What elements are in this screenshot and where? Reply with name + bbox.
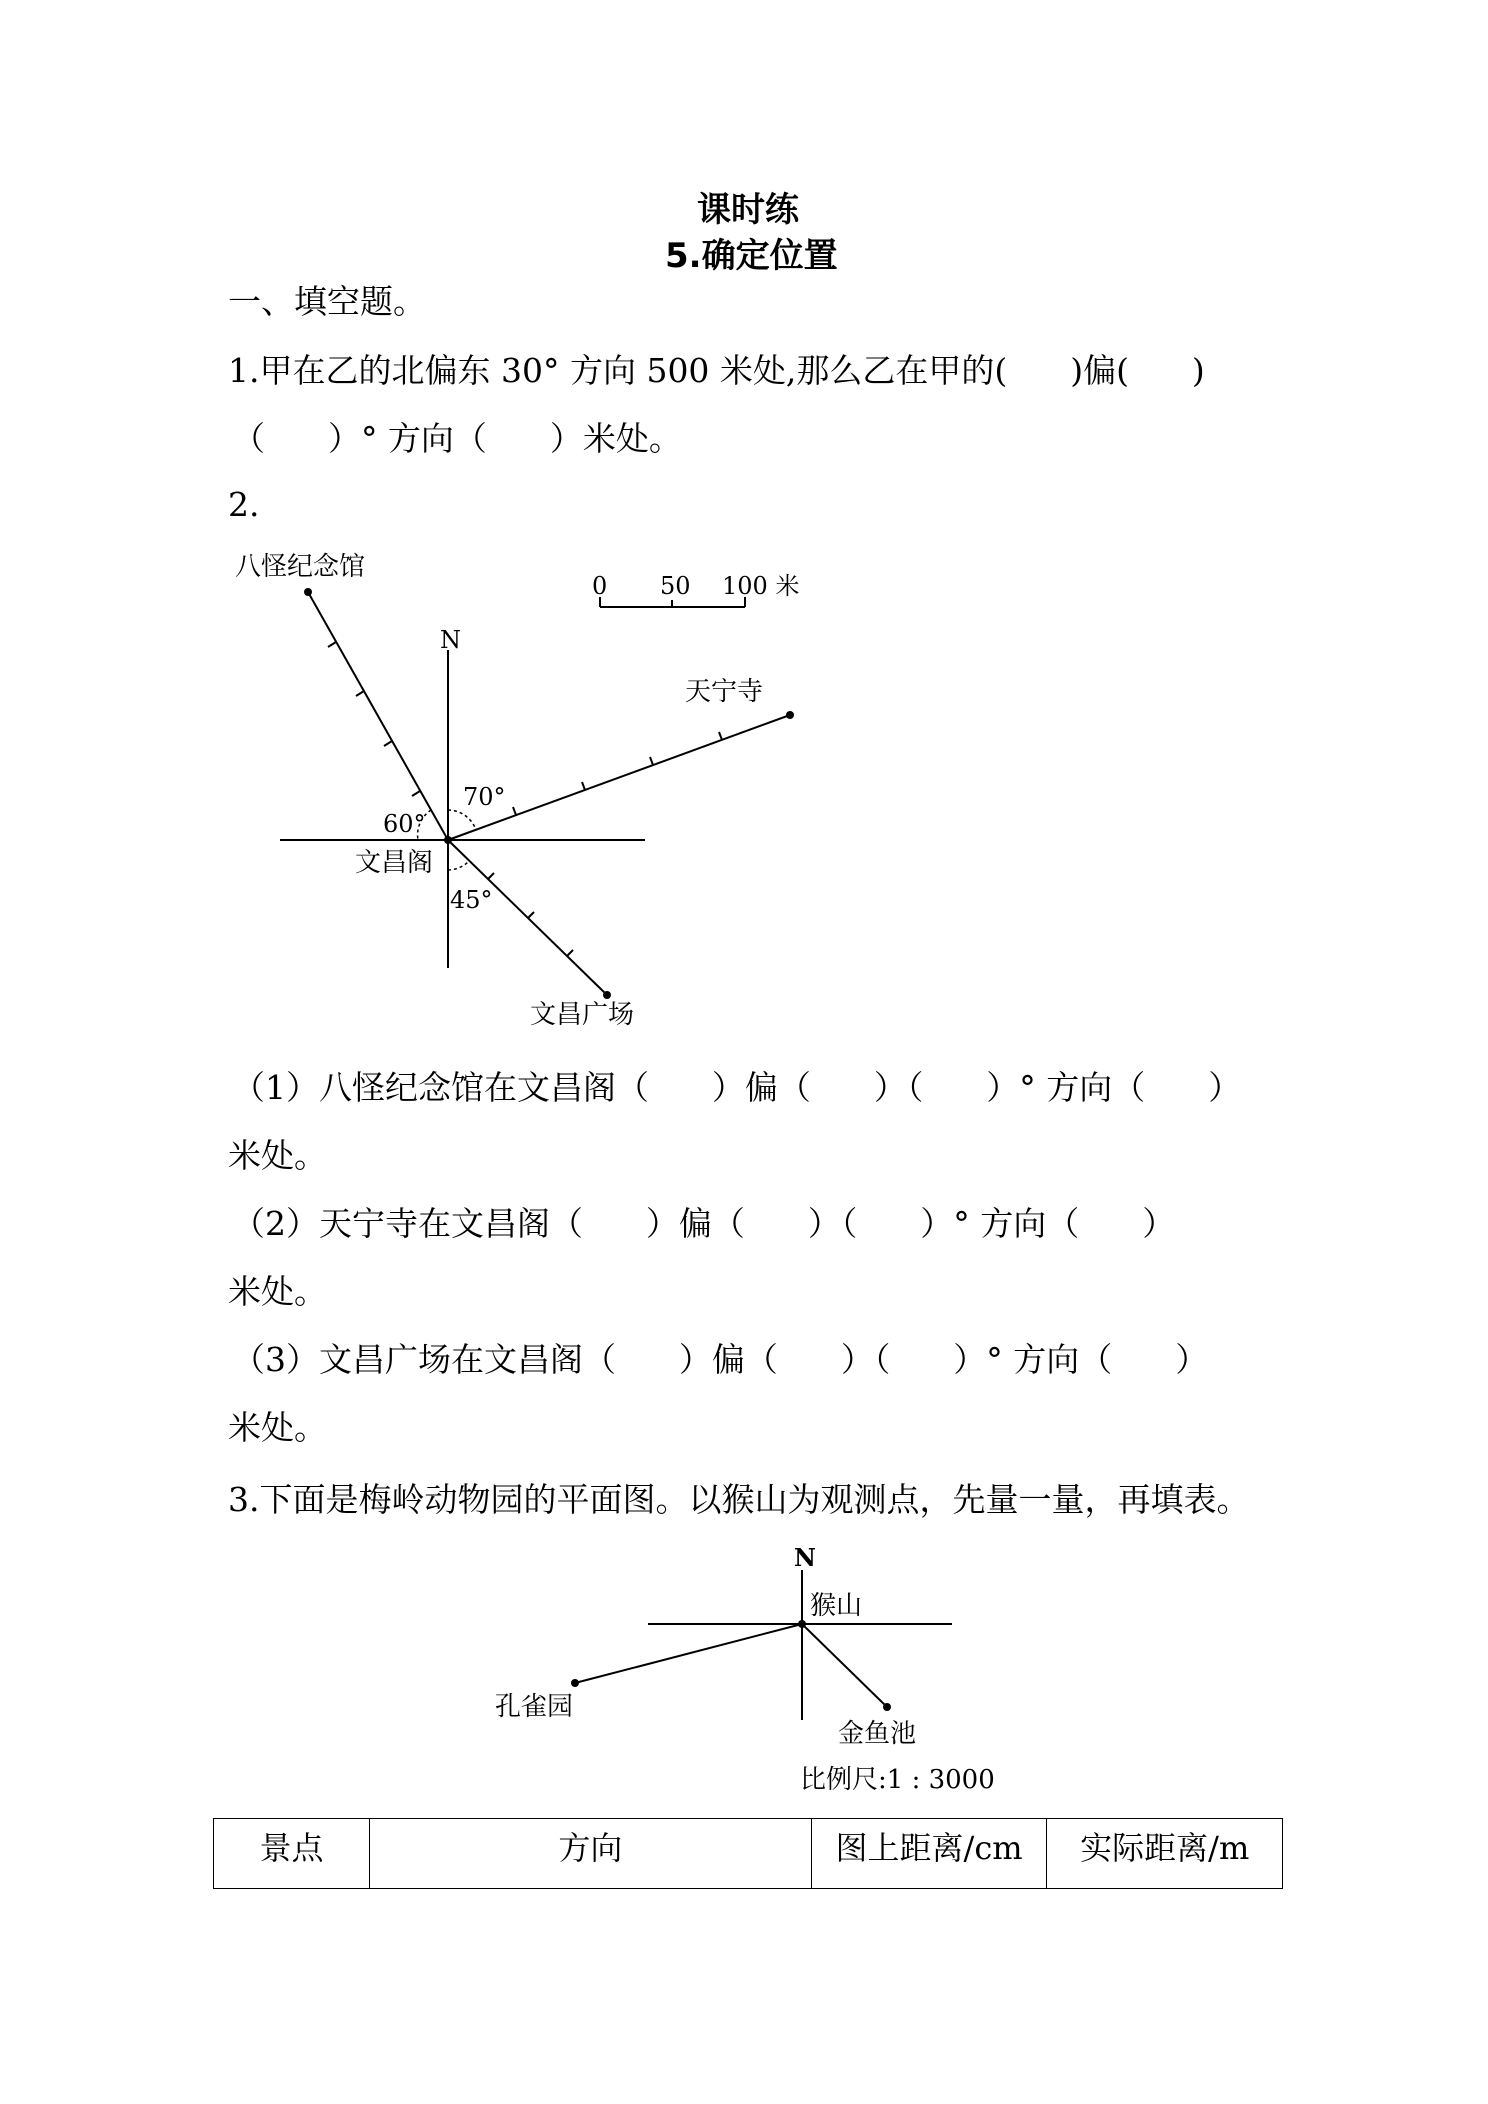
line-to-kongque [575, 1624, 802, 1683]
label-north: N [440, 626, 461, 654]
label-kongque: 孔雀园 [495, 1692, 574, 1722]
q2-number: 2. [228, 485, 260, 524]
point-guangchang [603, 991, 611, 999]
label-jinyu: 金鱼池 [838, 1719, 917, 1749]
label-scale: 比例尺:1 : 3000 [800, 1765, 995, 1795]
label-angle-se: 45° [450, 886, 493, 914]
scale-0: 0 [592, 572, 608, 600]
line-to-bagua [308, 592, 448, 840]
point-jinyu [883, 1703, 891, 1711]
label-bagua: 八怪纪念馆 [235, 552, 366, 582]
point-bagua [304, 588, 312, 596]
point-kongque [571, 1679, 579, 1687]
line-to-tianning [448, 715, 790, 840]
scale-100: 100 米 [722, 572, 800, 600]
q3-text: 3.下面是梅岭动物园的平面图。以猴山为观测点，先量一量，再填表。 [228, 1480, 1250, 1519]
table-header-cell: 景点 [214, 1819, 370, 1889]
q2-sub3-line2: 米处。 [228, 1408, 327, 1447]
label-angle-ne: 70° [463, 783, 506, 811]
table-header-cell: 图上距离/cm [811, 1819, 1047, 1889]
table-header-row [214, 1819, 1283, 1889]
q2-sub1-line2: 米处。 [228, 1136, 327, 1175]
label-zoo-north: N [794, 1543, 816, 1572]
label-guangchang: 文昌广场 [530, 1000, 635, 1030]
q2-sub2-line1: （2）天宁寺在文昌阁（ ）偏（ ）（ ）° 方向（ ） [232, 1204, 1176, 1243]
q3-zoo-diagram [0, 1535, 1488, 1805]
label-angle-nw: 60° [383, 810, 426, 838]
section-heading: 一、填空题。 [228, 282, 426, 321]
q1-line2: （ ）° 方向（ ）米处。 [232, 419, 682, 458]
answer-table [213, 1818, 1283, 1889]
point-tianning [786, 711, 794, 719]
q2-sub3-line1: （3）文昌广场在文昌阁（ ）偏（ ）（ ）° 方向（ ） [232, 1340, 1209, 1379]
page-title: 课时练 [697, 190, 799, 230]
q1-line1: 1.甲在乙的北偏东 30° 方向 500 米处,那么乙在甲的( )偏( ) [228, 351, 1205, 390]
line-to-jinyu [802, 1624, 887, 1707]
q2-sub1-line1: （1）八怪纪念馆在文昌阁（ ）偏（ ）（ ）° 方向（ ） [232, 1068, 1242, 1107]
label-housha: 猴山 [810, 1591, 863, 1621]
scale-50: 50 [660, 572, 691, 600]
q2-sub2-line2: 米处。 [228, 1272, 327, 1311]
page-subtitle: 5.确定位置 [665, 236, 838, 276]
table-header-cell: 方向 [370, 1819, 812, 1889]
q2-direction-diagram [0, 530, 1488, 1090]
table-header-cell: 实际距离/m [1047, 1819, 1283, 1889]
label-tianning: 天宁寺 [685, 677, 764, 707]
label-wenchangge: 文昌阁 [355, 848, 434, 878]
